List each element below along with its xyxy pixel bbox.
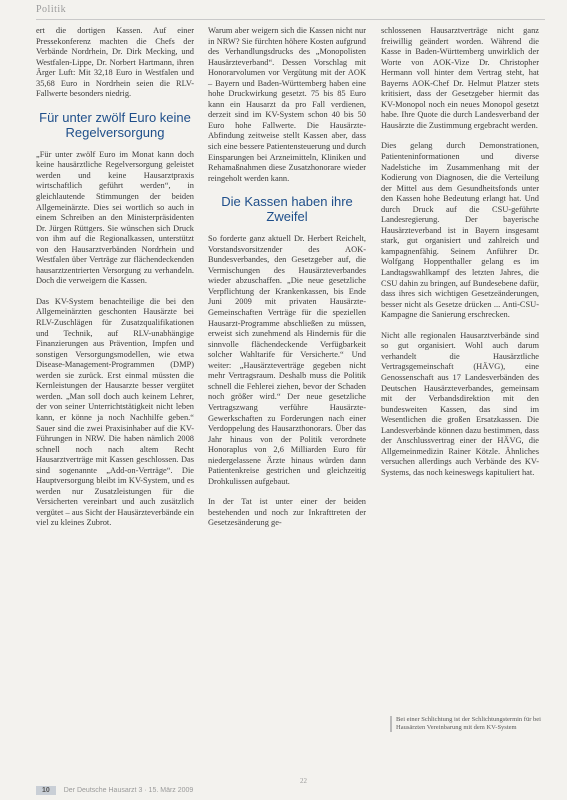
paragraph: schlossenen Hausarztverträge nicht ganz freiwillig geändert worden. Während die Kasse in Baden-Württemberg unwirklich der Worte von AOK-Vize Dr. Christopher Hermann voll hinter dem Vertrag steht, hat Bayerns AOK-Chef Dr. Helmut Platzer stets kritisiert, dass der Gesetzgeber hiermit das KV-Monopol noch ein neues Monopol gesetzt habe. Ihre Quote die durch Landesverband der Hausärzte die Zustimmung ergebracht werden.	[381, 26, 539, 130]
subheading: Für unter zwölf Euro keine Regelversorgung	[39, 109, 191, 140]
page-footer	[36, 786, 545, 795]
column-1	[36, 26, 194, 539]
paragraph: Dies gelang durch Demonstrationen, Patienteninformationen und diverse Nadelstiche im Zusammenhang mit der Kodierung von Diagnosen, die die Verteilung der Mittel aus dem Gesundheitsfonds unter den Kassen hohe Bedeutung erlangt hat. Und durch Druck auf die CSU-geführte Landesregierung. Der bayerische Hausärzteverband ist in Bayern insgesamt stark, gut organisiert und zahlreich und kampagnenfähig. Seinem Anführer Dr. Wolfgang Hoppenthaller gelang es im Landtagswahlkampf des letzten Jahres, die CSU dahin zu bringen, auf Bundesebene dafür, dass ihres sich wichtigen Gesetzeänderungen, besser nicht als Gesetze drücken ... Anti-CSU-Kampagne die Sanierung erschrecken.	[381, 141, 539, 320]
section-label: Politik	[36, 4, 67, 15]
paragraph: Nicht alle regionalen Hausarztverbände sind so gut organisiert. Wohl auch darum verhandelt die Hausärztliche Vertragsgemeinschaft (HÄVG), eine Genossenschaft aus 17 Landesverbänden des Deutschen Hausärzteverbandes, gemeinsam mit der Verbandsdirektion mit den bundesweiten Kassen, das sind im Wesentlichen die großen Ersatzkassen. Die Landesverbände können dazu bestimmen, dass der Anschlussvertrag einer der HÄVG, die Allgemeinmedizin Rainer Kötzle. Ähnliches versuchen allerdings auch Verbände des KV-Systems, das noch keineswegs kapituliert hat.	[381, 330, 539, 477]
column-2	[208, 26, 366, 539]
top-divider	[36, 19, 545, 20]
paragraph: In der Tat ist unter einer der beiden bestehenden und noch zur Inkrafttreten der Gesetzesänderung ge-	[208, 497, 366, 528]
paragraph: ert die dortigen Kassen. Auf einer Pressekonferenz machten die Chefs der Verbände Nordrhein, Dr. Dirk Mecking, und Westfalen-Lippe, Dr. Norbert Hartmann, ihren Ärger Luft: Mit 32,18 Euro in Westfalen und 35,68 Euro in Nordrhein seien die RLV-Fallwerte besonders niedrig.	[36, 26, 194, 99]
paragraph: So forderte ganz aktuell Dr. Herbert Reichelt, Vorstandsvorsitzender des AOK-Bundesverbandes, den Gesetzgeber auf, die Vermischungen des Hausärzteverbandes wieder abzuschaffen. „Die neue gesetzliche Verpflichtung der Krankenkassen, bis Ende Juni 2009 mit privaten Hausärzte-Gemeinschaften Verträge für die speziellen Hausarzt-Programme abschließen zu müssen, erweist sich zunehmend als Hindernis für die sinnvolle flächendeckende Verfügbarkeit solcher Wahltarife für Versicherte.“ Und weiter: „Hausärzteverträge gegeben nicht mehr Vertragsraum. Deshalb muss die Politik schnell die Fehlerei ziehen, bevor der Schaden noch größer wird.“ Der neue gesetzliche Vertragszwang verführe Hausärzte-Gewerkschaften zu Forderungen nach einer Verdoppelung des Hausarzthonorars. Über das Jahr hinaus von der Politik verordnete Honoraplus von 2,6 Milliarden Euro für niedergelassene Ärzte hinaus würden dann Patientenkreise gestrichen und gleichzeitig Drohkulissen aufgebaut.	[208, 234, 366, 486]
paragraph: „Für unter zwölf Euro im Monat kann doch keine hausärztliche Regelversorgung geleistet werden und keine Hausarztpraxis wirtschaftlich geführt werden“, in gleichlautende Stimmungen der beiden Allgemeinärzte. Dies sei wortlich so auch in einem Schreiben an den Ministerpräsidenten Dr. Jürgen Rüttgers. Sie wünschen sich Druck von ihm auf die Regionalkassen, unterstützt von den Hausarztverbänden Nordrhein und Westfalen über Verträge zur flächendeckenden hausarztzentrierten Versorgung zu verhandeln. Doch die verweigern die Kassen.	[36, 149, 194, 286]
paragraph: Warum aber weigern sich die Kassen nicht nur in NRW? Sie fürchten höhere Kosten aufgrund des Verhandlungsdrucks des „Monopolisten Hausärzteverband“. Dessen Vorschlag mit Honorarvolumen vor Vergütung mit der AOK – Bayern und Baden-Württemberg haben eine hohe Druckwirkung gesetzt. 75 bis 85 Euro kann ein Hausarzt da pro Fall verdienen, derzeit sind im KV-System schon 40 bis 50 Euro hohe Fallwerte. Die Hausärzte-Abfindung zeitweise stellt Kassen aber, dass sich eine bessere Patientensteuerung und durch Einsparungen bei Arzneimitteln, Kliniken und Rehamaßnahmen diese Zusatzhonorare wieder reingeholt werden kann.	[208, 26, 366, 183]
image-caption: Bei einer Schlichtung ist der Schlichtungstermin für bei Hausärzten Vereinbarung mit dem KV-System	[390, 716, 546, 732]
subheading: Die Kassen haben ihre Zweifel	[221, 194, 353, 225]
footer-mark: 22	[300, 777, 307, 785]
paragraph: Das KV-System benachteilige die bei den Allgemeinärzten geschonten Hausärzte bei RLV-Zuschlägen für Zusatzqualifikationen und Technik, auf RLV-unabhängige Finanzierungen aus Prävention, Impfen und sonstigen Versorgungsmodellen, wie etwa Disease-Management-Programmen (DMP) werden sie zurück. Erst einmal müssten die Kernleistungen der Hausarzte besser vergütet werden. „Man soll doch auch keinem Lehrer, der von seiner Unterrichtstätigkeit nicht leben kann, er könne ja noch Nachhilfe geben.“ Sauer sind die zwei Praxisinhaber auf die KV-Führungen in NRW. Die haben nämlich 2008 schnell noch nach altem Recht Hausarztverträge mit Kassen geschlossen. Das sind sogenannte „Add-on-Verträge“. Die Hauptversorgung bleibt im KV-System, und es werden nur Zusatzleistungen für die Versicherten vereinbart und auch zusätzlich vergütet – aus Sicht der Hausärzteverbände ein viel zu kleines Zubrot.	[36, 296, 194, 528]
journal-citation: Der Deutsche Hausarzt 3 · 15. März 2009	[63, 787, 194, 794]
page-number: 10	[36, 786, 56, 795]
column-3	[381, 26, 539, 488]
